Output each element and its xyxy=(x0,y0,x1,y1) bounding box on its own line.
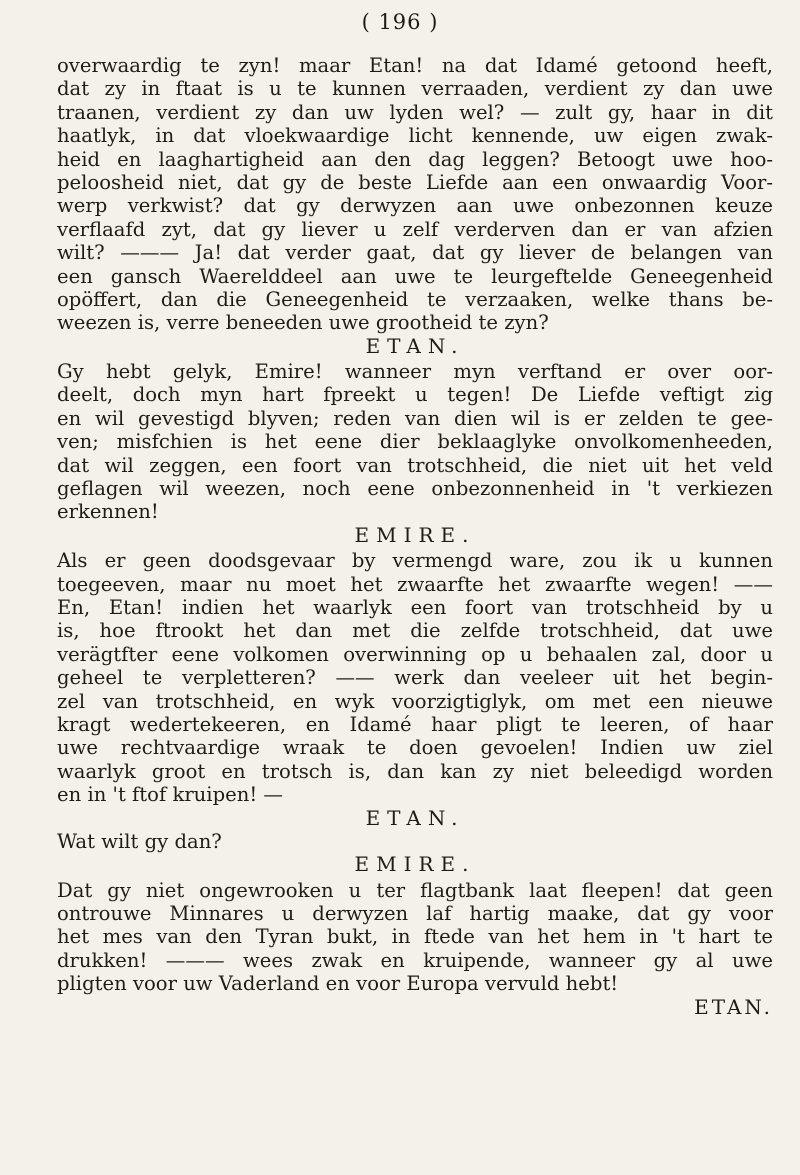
text-line: ontrouwe Minnares u derwyzen laf hartig maake, dat gy voor xyxy=(57,902,773,926)
text-line: een gansch Waerelddeel aan uwe te leurgeftelde Geneegenheid xyxy=(57,264,773,288)
text-line: geflagen wil weezen, noch eene onbezonnenheid in 't verkiezen xyxy=(57,477,773,501)
text-line: traanen, verdient zy dan uw lyden wel? — zult gy, haar in dit xyxy=(57,100,773,124)
text-line: verflaafd zyt, dat gy liever u zelf verderven dan er van afzien xyxy=(57,217,773,241)
text-line: weezen is, verre beneeden uwe grootheid te zyn? xyxy=(57,311,549,335)
text-line: verägtfter eene volkomen overwinning op u behaalen zal, door u xyxy=(57,642,773,666)
text-line: het mes van den Tyran bukt, in ftede van het hem in 't hart te xyxy=(57,925,773,949)
text-line: zel van trotschheid, en wyk voorzigtiglyk, om met een nieuwe xyxy=(57,689,773,713)
text-line: is, hoe ftrookt het dan met die zelfde trotschheid, dat uwe xyxy=(57,619,773,643)
text-line: werp verkwist? dat gy derwyzen aan uwe onbezonnen keuze xyxy=(57,194,773,218)
text-line: dat wil zeggen, een foort van trotschheid, die niet uit het veld xyxy=(57,453,773,477)
paragraph-3 xyxy=(57,549,773,806)
text-line: wilt? ——— Ja! dat verder gaat, dat gy liever de belangen van xyxy=(57,241,773,265)
text-line: waarlyk groot en trotsch is, dan kan zy niet beleedigd worden xyxy=(57,759,773,783)
text-line: Wat wilt gy dan? xyxy=(57,829,222,853)
paragraph-2 xyxy=(57,360,773,524)
catchword: ETAN. xyxy=(694,994,773,1019)
text-line: drukken! ——— wees zwak en kruipende, wanneer gy al uwe xyxy=(57,948,773,972)
speaker-heading: ETAN. xyxy=(365,333,465,358)
text-line: uwe rechtvaardige wraak te doen gevoelen! Indien uw ziel xyxy=(57,736,773,760)
text-line: geheel te verpletteren? —— werk dan veeleer uit het begin- xyxy=(57,666,773,690)
text-line: erkennen! xyxy=(57,500,159,524)
body-text xyxy=(57,54,773,1019)
text-line: En, Etan! indien het waarlyk een foort van trotschheid by u xyxy=(57,595,773,619)
speaker-heading: EMIRE. xyxy=(354,852,476,877)
text-line: peloosheid niet, dat gy de beste Liefde aan een onwaardig Voor- xyxy=(57,170,773,194)
text-line: ven; misfchien is het eene dier beklaaglyke onvolkomenheeden, xyxy=(57,430,773,454)
speaker-heading: EMIRE. xyxy=(354,522,476,547)
paragraph-1 xyxy=(57,54,773,335)
paragraph-5 xyxy=(57,879,773,996)
text-line: overwaardig te zyn! maar Etan! na dat Idamé getoond heeft, xyxy=(57,54,773,77)
text-line: toegeeven, maar nu moet het zwaarfte het zwaarfte wegen! —— xyxy=(57,572,773,596)
speaker-heading: ETAN. xyxy=(365,805,465,830)
page-number: ( 196 ) xyxy=(361,10,439,34)
text-line: dat zy in ftaat is u te kunnen verraaden, verdient zy dan uwe xyxy=(57,77,773,101)
text-line: pligten voor uw Vaderland en voor Europa vervuld hebt! xyxy=(57,972,619,996)
text-line: heid en laaghartigheid aan den dag leggen? Betoogt uwe hoo- xyxy=(57,147,773,171)
text-line: Als er geen doodsgevaar by vermengd ware, zou ik u kunnen xyxy=(57,549,773,573)
text-line: deelt, doch myn hart fpreekt u tegen! De Liefde veftigt zig xyxy=(57,383,773,407)
text-line: Dat gy niet ongewrooken u ter flagtbank laat fleepen! dat geen xyxy=(57,878,773,902)
text-line: opöffert, dan die Geneegenheid te verzaaken, welke thans be- xyxy=(57,287,773,311)
text-line: kragt wedertekeeren, en Idamé haar pligt te leeren, of haar xyxy=(57,712,773,736)
text-line: en in 't ftof kruipen! — xyxy=(57,783,284,807)
text-line: haatlyk, in dat vloekwaardige licht kennende, uw eigen zwak- xyxy=(57,124,773,148)
text-line: en wil gevestigd blyven; reden van dien wil is er zelden te gee- xyxy=(57,406,773,430)
text-line: Gy hebt gelyk, Emire! wanneer myn verftand er over oor- xyxy=(57,360,773,384)
